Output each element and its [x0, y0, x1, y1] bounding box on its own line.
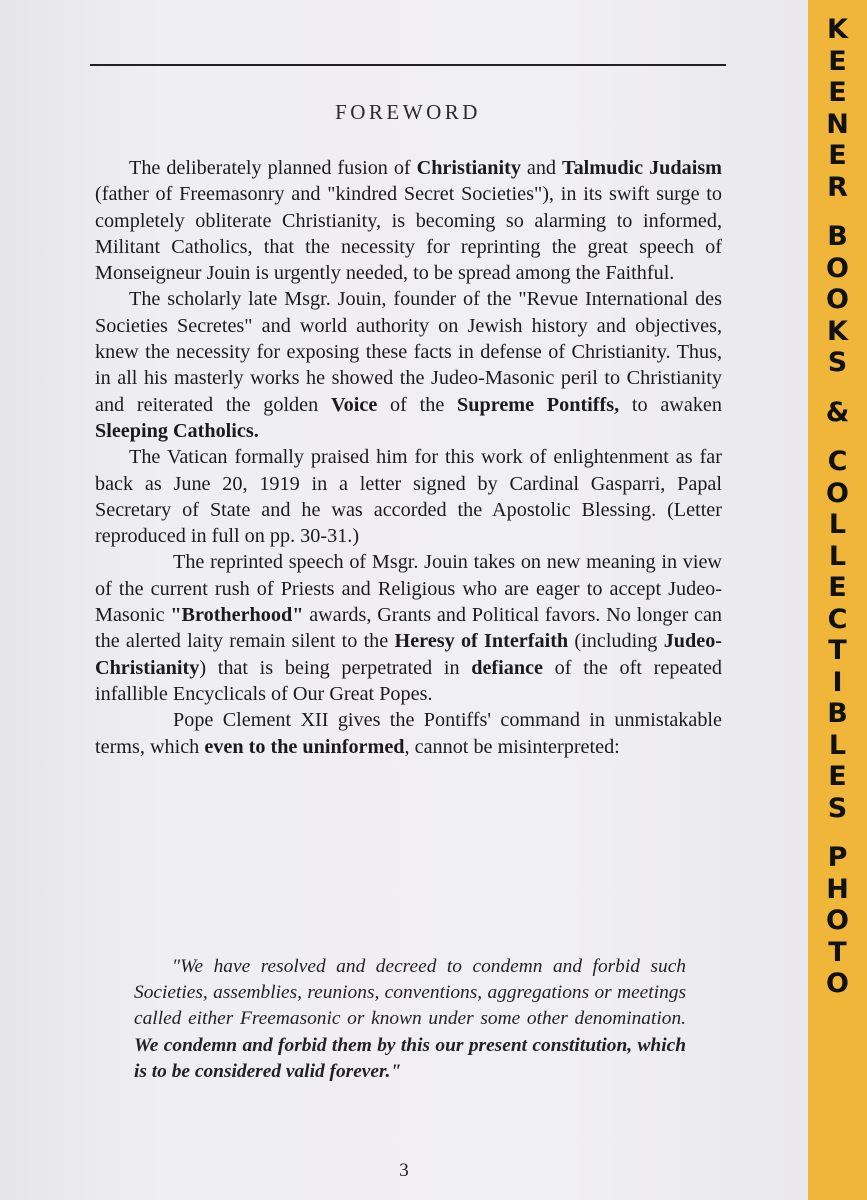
- paragraph-1: [95, 155, 722, 286]
- banner-letter: S: [827, 347, 848, 378]
- text: The deliberately planned fusion of: [129, 157, 417, 179]
- bold-text: Christianity: [416, 157, 521, 179]
- watermark-text: [808, 14, 867, 1018]
- banner-letter: N: [826, 108, 849, 140]
- text: "We have resolved and decreed to condemn and forbid such Societies, assemblies, reunions, conventions, aggregations or meetings called either Freemasonic or known under some other denomination.: [134, 956, 686, 1030]
- top-rule: [90, 64, 726, 66]
- banner-letter: B: [827, 221, 848, 252]
- banner-letter: E: [828, 45, 847, 77]
- text: awards, Grants and Political favors. No longer can the alerted laity remain silent to the: [95, 604, 722, 653]
- foreword-body: [95, 155, 722, 760]
- bold-text: defiance: [471, 656, 543, 679]
- text: of the oft repeated infallible Encyclicals of Our Great Popes.: [95, 656, 723, 705]
- banner-letter: O: [826, 905, 849, 936]
- text: , cannot be misinterpreted:: [404, 735, 620, 758]
- bold-text: even to the uninformed: [204, 735, 405, 758]
- text: Pope Clement XII gives the Pontiffs' command in unmistakable terms, which: [95, 709, 722, 758]
- bold-text: Sleeping Catholics.: [95, 419, 259, 442]
- text: to awaken: [619, 393, 722, 416]
- banner-letter: K: [827, 315, 848, 347]
- banner-letter: T: [828, 936, 847, 968]
- banner-letter: H: [826, 873, 849, 905]
- banner-letter: K: [827, 14, 848, 45]
- banner-word: [808, 446, 867, 824]
- banner-letter: B: [827, 698, 848, 729]
- text: The scholarly late Msgr. Jouin, founder of the "Revue International des Societies Secretes" and world authority on Jewish history and objectives, knew the necessity for exposing these facts in defense of Christianity. Thus, in all his masterly works he showed the Judeo-Masonic peril to Christianity and reiterated the golden: [95, 288, 722, 416]
- banner-letter: O: [826, 477, 849, 509]
- banner-letter: &: [825, 396, 850, 428]
- bold-text: We condemn and forbid them by this our present constitution, which is to be considered valid forever.": [134, 1034, 686, 1082]
- banner-letter: O: [826, 252, 849, 284]
- banner-letter: E: [828, 77, 847, 108]
- banner-word: [808, 221, 867, 379]
- banner-letter: C: [827, 603, 848, 635]
- banner-letter: R: [827, 171, 848, 203]
- banner-letter: P: [827, 842, 848, 873]
- banner-letter: O: [826, 284, 849, 315]
- bold-text: Judeo-Christianity: [95, 630, 723, 679]
- page-title: FOREWORD: [335, 100, 481, 124]
- banner-letter: L: [828, 540, 847, 572]
- banner-letter: E: [828, 140, 847, 171]
- banner-word: [808, 397, 867, 429]
- banner-letter: L: [828, 729, 847, 761]
- banner-letter: I: [832, 666, 843, 698]
- text: ) that is being perpetrated in: [199, 656, 472, 679]
- banner-letter: E: [828, 761, 847, 792]
- bold-text: "Brotherhood": [170, 604, 304, 627]
- banner-letter: C: [827, 446, 848, 477]
- paragraph-3: The Vatican formally praised him for this work of enlightenment as far back as June 20, 1919 in a letter signed by Cardinal Gasparri, Papal Secretary of State and he was accorded the Apostolic Blessing. (Letter reproduced in full on pp. 30-31.): [95, 446, 722, 548]
- papal-quote: [134, 954, 686, 1085]
- bold-text: Talmudic Judaism: [561, 157, 722, 179]
- bold-text: Voice: [330, 393, 378, 416]
- banner-word: [808, 14, 867, 203]
- banner-letter: T: [828, 635, 847, 666]
- watermark-banner: [808, 0, 867, 1200]
- text: (including: [568, 630, 664, 653]
- banner-letter: L: [828, 509, 847, 540]
- quote-text: [134, 954, 686, 1085]
- bold-text: Supreme Pontiffs,: [457, 393, 620, 416]
- banner-letter: O: [826, 968, 849, 999]
- paragraph-4: [95, 549, 722, 707]
- banner-letter: S: [827, 792, 848, 824]
- paragraph-2: [95, 286, 722, 444]
- text: and: [520, 157, 562, 179]
- text: (father of Freemasonry and "kindred Secret Societies"), in its swift surge to completely obliterate Christianity, is becoming so alarming to informed, Militant Catholics, that the necessity for reprinting the great speech of Monseigneur Jouin is urgently needed, to be spread among the Faithful.: [95, 183, 722, 285]
- banner-letter: E: [828, 572, 847, 603]
- page-number: 3: [399, 1160, 409, 1181]
- banner-word: [808, 842, 867, 1000]
- bold-text: Heresy of Interfaith: [394, 630, 569, 653]
- text: The reprinted speech of Msgr. Jouin takes on new meaning in view of the current rush of Priests and Religious who are eager to accept Judeo-Masonic: [95, 551, 722, 627]
- text: of the: [377, 393, 458, 416]
- paragraph-5: [95, 707, 722, 760]
